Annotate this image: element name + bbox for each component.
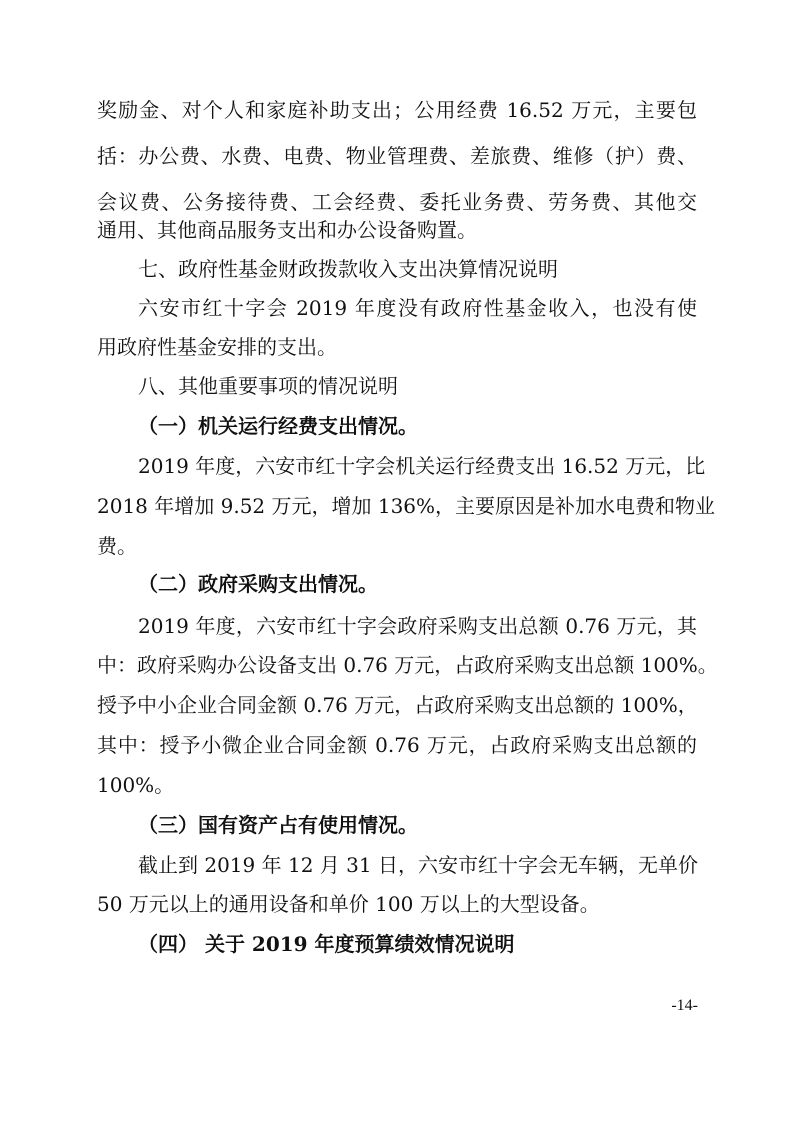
body-text-line: 会议费、公务接待费、工会经费、委托业务费、劳务费、其他交 [97, 190, 697, 214]
subsection-heading-4: （四） 关于 2019 年度预算绩效情况说明 [138, 932, 515, 956]
body-text-line: 括：办公费、水费、电费、物业管理费、差旅费、维修（护）费、 [97, 144, 697, 168]
body-text-line: 授予中小企业合同金额 0.76 万元，占政府采购支出总额的 100%， [97, 693, 698, 717]
subsection-heading-3: （三）国有资产占有使用情况。 [138, 813, 418, 837]
body-text-line: 用政府性基金安排的支出。 [97, 335, 337, 359]
body-text-line: 六安市红十字会 2019 年度没有政府性基金收入，也没有使 [138, 296, 697, 320]
body-text-line: 中：政府采购办公设备支出 0.76 万元，占政府采购支出总额 100%。 [97, 653, 718, 677]
body-text-line: 2019 年度，六安市红十字会机关运行经费支出 16.52 万元，比 [138, 454, 706, 478]
body-text-line: 截止到 2019 年 12 月 31 日，六安市红十字会无车辆，无单价 [138, 853, 698, 877]
body-text-line: 通用、其他商品服务支出和办公设备购置。 [97, 218, 477, 242]
page-number: -14- [671, 997, 698, 1014]
body-text-line: 其中：授予小微企业合同金额 0.76 万元，占政府采购支出总额的 [97, 733, 697, 757]
body-text-line: 奖励金、对个人和家庭补助支出；公用经费 16.52 万元，主要包 [97, 98, 697, 122]
section-heading-7: 七、政府性基金财政拨款收入支出决算情况说明 [138, 257, 558, 281]
body-text-line: 费。 [97, 534, 137, 558]
body-text-line: 50 万元以上的通用设备和单价 100 万以上的大型设备。 [97, 892, 600, 916]
body-text-line: 2018 年增加 9.52 万元，增加 136%，主要原因是补加水电费和物业 [97, 494, 716, 518]
body-text-line: 2019 年度，六安市红十字会政府采购支出总额 0.76 万元，其 [138, 614, 697, 638]
subsection-heading-1: （一）机关运行经费支出情况。 [138, 414, 418, 438]
subsection-heading-2: （二）政府采购支出情况。 [138, 572, 378, 596]
section-heading-8: 八、其他重要事项的情况说明 [138, 374, 398, 398]
body-text-line: 100%。 [97, 773, 175, 797]
